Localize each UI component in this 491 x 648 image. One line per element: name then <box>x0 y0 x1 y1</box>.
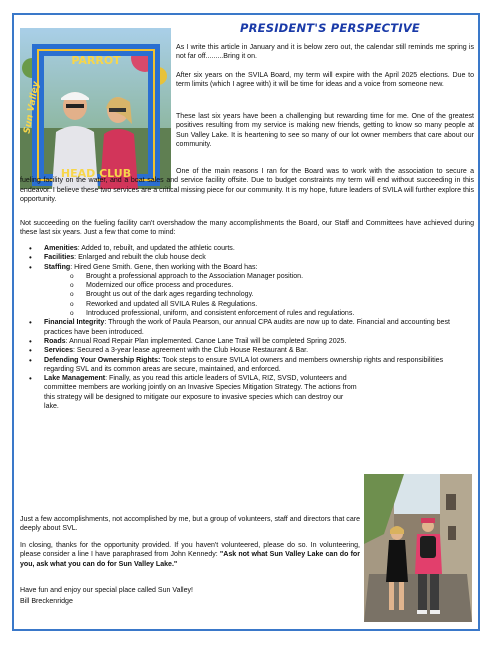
paragraph-term-expiry: After six years on the SVILA Board, my term will expire with the April 2025 elections. Due to term limits (which I agree with) it will be time for ideas and a voice from someone new. <box>176 72 474 89</box>
sign-word-sun-valley: Sun Valley <box>22 80 42 135</box>
list-item-services: • Services: Secured a 3-year lease agreement with the Club House Restaurant & Bar. <box>20 346 474 355</box>
street-walk-photo <box>364 474 472 622</box>
sublist-item: o Brought a professional approach to the Association Manager position. <box>44 272 474 281</box>
paragraph-closing: In closing, thanks for the opportunity provided. If you haven't volunteered, please do so. In volunteering, please consider a line I have paraphrased from John Kennedy: "Ask not what Sun Valley Lake can do for you, ask what you can do for Sun Valley Lake." <box>20 542 360 568</box>
sublist-item: o Introduced professional, uniform, and consistent enforcement of rules and regulations. <box>44 309 474 318</box>
newsletter-page <box>12 13 480 631</box>
sublist-item: o Reworked and updated all SVILA Rules & Regulations. <box>44 300 474 309</box>
list-item-staffing: • Staffing: Hired Gene Smith. Gene, then working with the Board has: o Brought a professional approach to the Association Manager position. o Modernized our office process and procedures. o Brought us out of the dark ages regarding technology. o Reworked and updated all SVILA Rules & Regulations. o Introduced professional, uniform, and consistent enforcement of rules and regulations. <box>20 263 474 319</box>
list-item-lake-management: • Lake Management: Finally, as you read this article leaders of SVILA, RIZ, SVSD, volunteers and committee members are working jointly on an Invasive Species Mitigation Strategy. The actions from this strategy will be designed to mitigate our exposure to invasive species which can destroy our lake. <box>20 374 359 411</box>
sign-word-parrot: PARROT <box>71 54 121 67</box>
kennedy-quote: "Ask not what Sun Valley Lake can do for you, ask what you can do for Sun Valley Lake." <box>20 551 360 568</box>
parrot-head-club-photo <box>20 28 171 189</box>
list-item-amenities: • Amenities: Added to, rebuilt, and updated the athletic courts. <box>20 244 474 253</box>
page-title: PRESIDENT'S PERSPECTIVE <box>239 21 420 35</box>
list-item-roads: • Roads: Annual Road Repair Plan implemented. Canoe Lane Trail will be completed Spring 2025. <box>20 337 474 346</box>
staffing-sublist <box>44 272 474 318</box>
page-content <box>20 21 472 623</box>
sign-word-head-club: HEAD CLUB <box>60 167 132 180</box>
paragraph-sign-off: Have fun and enjoy our special place called Sun Valley! <box>20 587 194 594</box>
paragraph-rewarding-time: These last six years have been a challenging but rewarding time for me. One of the greatest positives resulting from my service is making new friends, getting to know so many people at Sun Valley Lake. It is heartening to see so many of our lot owner members that care about our community. <box>176 113 474 148</box>
paragraph-accomplishments-intro: Not succeeding on the fueling facility can't overshadow the many accomplishments the Board, our Staff and Committees have achieved during these last six years. Just a few that come to mind: <box>20 220 474 237</box>
list-item-financial-integrity: • Financial Integrity: Through the work of Paula Pearson, our annual CPA audits are now up to date. Financial and accounting best practices have been introduced. <box>20 318 474 337</box>
paragraph-fueling-facility: One of the main reasons I ran for the Board was to work with the association to secure a fueling facility on the water, and a boat sales and service facility offsite. Due to budget constraints my term will end without succeeding in this endeavor. I believe these two services are a critical missing piece for our community. It is my hope, future leaders of SVILA will further explore this opportunity. <box>20 168 474 203</box>
sublist-item: o Brought us out of the dark ages regarding technology. <box>44 290 474 299</box>
list-item-facilities: • Facilities: Enlarged and rebuilt the club house deck <box>20 253 474 262</box>
paragraph-intro: As I write this article in January and it is below zero out, the calendar still reminds me spring is not far off.........Bring it on. <box>176 44 474 61</box>
sublist-item: o Modernized our office process and procedures. <box>44 281 474 290</box>
signature: Bill Breckenridge <box>20 598 73 605</box>
list-item-defending-rights: • Defending Your Ownership Rights: Took steps to ensure SVILA lot owners and members ownership rights and responsibilities regarding SVL and its common areas are secure, maintained, and enforced. <box>20 356 474 375</box>
accomplishments-list <box>20 244 474 411</box>
paragraph-volunteers: Just a few accomplishments, not accomplished by me, but a group of volunteers, staff and directors that care deeply about SVL. <box>20 516 360 533</box>
